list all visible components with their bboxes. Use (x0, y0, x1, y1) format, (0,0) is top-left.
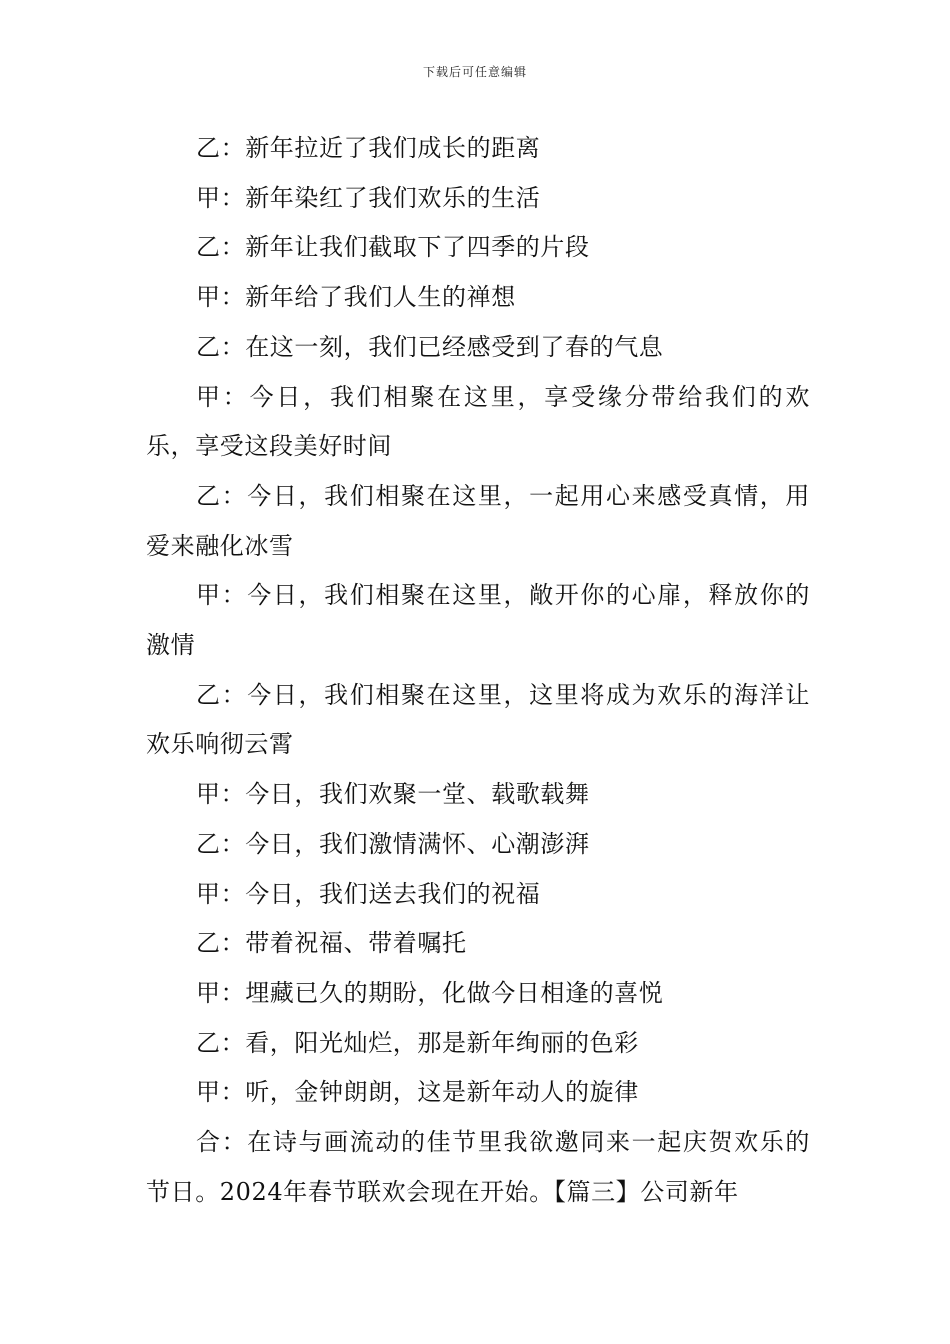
document-body (146, 124, 810, 1217)
dialogue-line: 甲：新年给了我们人生的禅想 (196, 283, 516, 312)
dialogue-line: 乙：在这一刻，我们已经感受到了春的气息 (196, 332, 664, 361)
dialogue-line: 乙：今日，我们相聚在这里，这里将成为欢乐的海洋让欢乐响彻云霄 (146, 680, 810, 759)
dialogue-line: 甲：新年染红了我们欢乐的生活 (196, 183, 541, 212)
dialogue-line: 甲：今日，我们送去我们的祝福 (196, 879, 541, 908)
dialogue-line: 甲：今日，我们相聚在这里，敞开你的心扉，释放你的激情 (146, 581, 810, 660)
dialogue-line: 乙：带着祝福、带着嘱托 (196, 929, 467, 958)
dialogue-line: 乙：新年让我们截取下了四季的片段 (196, 233, 590, 262)
dialogue-line: 乙：今日，我们激情满怀、心潮澎湃 (196, 829, 590, 858)
dialogue-line: 乙：新年拉近了我们成长的距离 (196, 134, 541, 162)
dialogue-line: 甲：埋藏已久的期盼，化做今日相逢的喜悦 (196, 978, 664, 1007)
dialogue-line: 合：在诗与画流动的佳节里我欲邀同来一起庆贺欢乐的节日。2024年春节联欢会现在开始。【篇三】公司新年 (146, 1128, 810, 1206)
dialogue-line: 甲：今日，我们相聚在这里，享受缘分带给我们的欢乐，享受这段美好时间 (146, 382, 810, 461)
dialogue-line: 乙：今日，我们相聚在这里，一起用心来感受真情，用爱来融化冰雪 (146, 481, 810, 560)
dialogue-line: 甲：听，金钟朗朗，这是新年动人的旋律 (196, 1078, 639, 1107)
dialogue-line: 乙：看，阳光灿烂，那是新年绚丽的色彩 (196, 1028, 639, 1057)
dialogue-line: 甲：今日，我们欢聚一堂、载歌载舞 (196, 780, 590, 809)
page-header: 下载后可任意编辑 (422, 65, 527, 79)
